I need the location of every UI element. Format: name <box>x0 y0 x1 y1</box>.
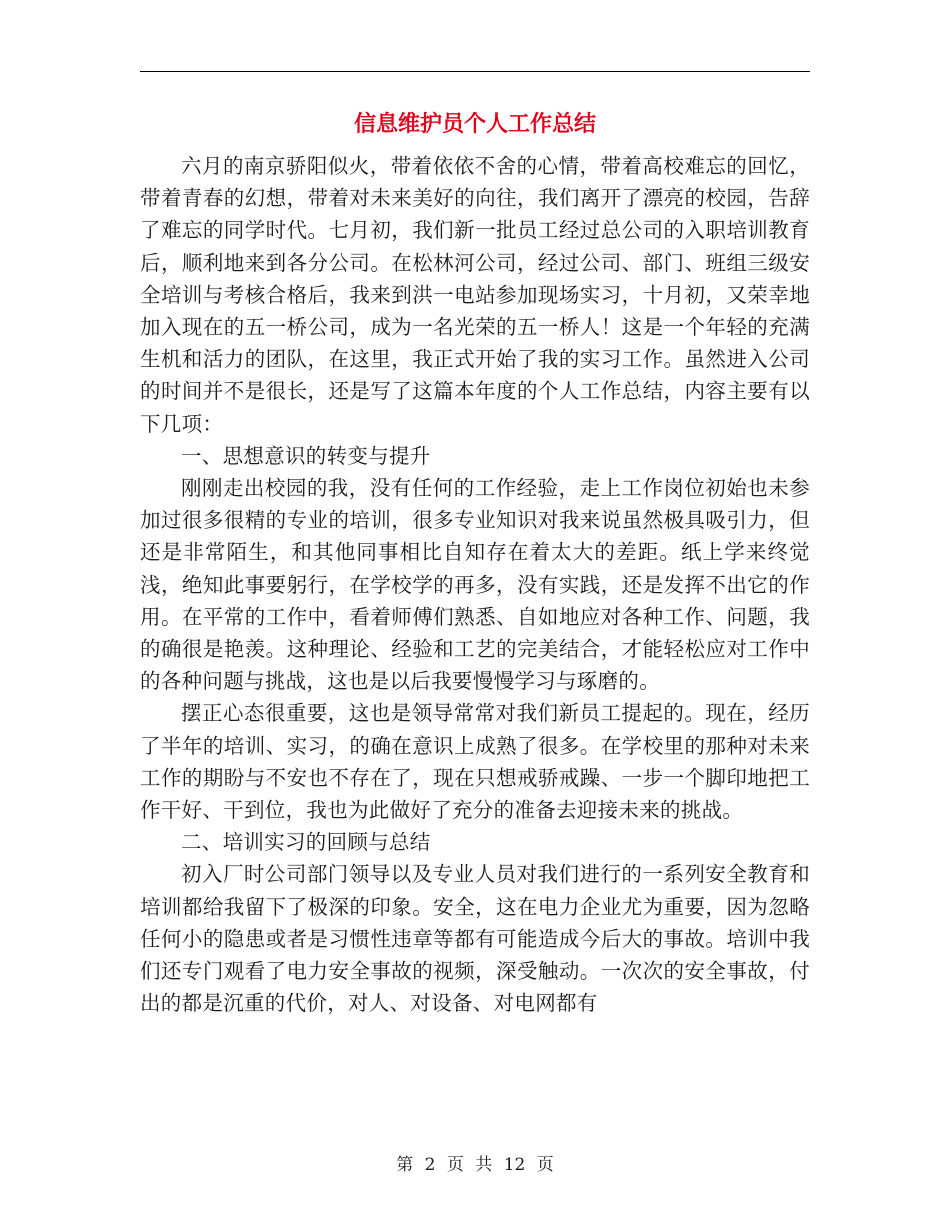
document-body <box>140 150 810 1019</box>
page-number-footer: 第 2 页 共 12 页 <box>396 1155 554 1175</box>
paragraph-intro: 六月的南京骄阳似火，带着依依不舍的心情，带着高校难忘的回忆，带着青春的幻想，带着对未来美好的向往，我们离开了漂亮的校园，告辞了难忘的同学时代。七月初，我们新一批员工经过总公司的入职培训教育后，顺利地来到各分公司。在松林河公司，经过公司、部门、班组三级安全培训与考核合格后，我来到洪一电站参加现场实习，十月初，又荣幸地加入现在的五一桥公司，成为一名光荣的五一桥人！这是一个年轻的充满生机和活力的团队，在这里，我正式开始了我的实习工作。虽然进入公司的时间并不是很长，还是写了这篇本年度的个人工作总结，内容主要有以下几项： <box>140 154 810 436</box>
document-title: 信息维护员个人工作总结 <box>353 111 596 137</box>
paragraph-section1-a: 刚刚走出校园的我，没有任何的工作经验，走上工作岗位初始也未参加过很多很精的专业的培训，很多专业知识对我来说虽然极具吸引力，但还是非常陌生，和其他同事相比自知存在着太大的差距。纸上学来终觉浅，绝知此事要躬行，在学校学的再多，没有实践，还是发挥不出它的作用。在平常的工作中，看着师傅们熟悉、自如地应对各种工作、问题，我的确很是艳羡。这种理论、经验和工艺的完美结合，才能轻松应对工作中的各种问题与挑战，这也是以后我要慢慢学习与琢磨的。 <box>140 476 810 694</box>
paragraph-section1-b: 摆正心态很重要，这也是领导常常对我们新员工提起的。现在，经历了半年的培训、实习，的确在意识上成熟了很多。在学校里的那种对未来工作的期盼与不安也不存在了，现在只想戒骄戒躁、一步一个脚印地把工作干好、干到位，我也为此做好了充分的准备去迎接未来的挑战。 <box>140 701 810 823</box>
header-rule <box>140 71 810 72</box>
paragraph-section2-a: 初入厂时公司部门领导以及专业人员对我们进行的一系列安全教育和培训都给我留下了极深的印象。安全，这在电力企业尤为重要，因为忽略任何小的隐患或者是习惯性违章等都有可能造成今后大的事故。培训中我们还专门观看了电力安全事故的视频，深受触动。一次次的安全事故，付出的都是沉重的代价，对人、对设备、对电网都有 <box>140 862 810 1016</box>
section-heading-1: 一、思想意识的转变与提升 <box>181 443 431 468</box>
section-heading-2: 二、培训实习的回顾与总结 <box>181 830 431 855</box>
